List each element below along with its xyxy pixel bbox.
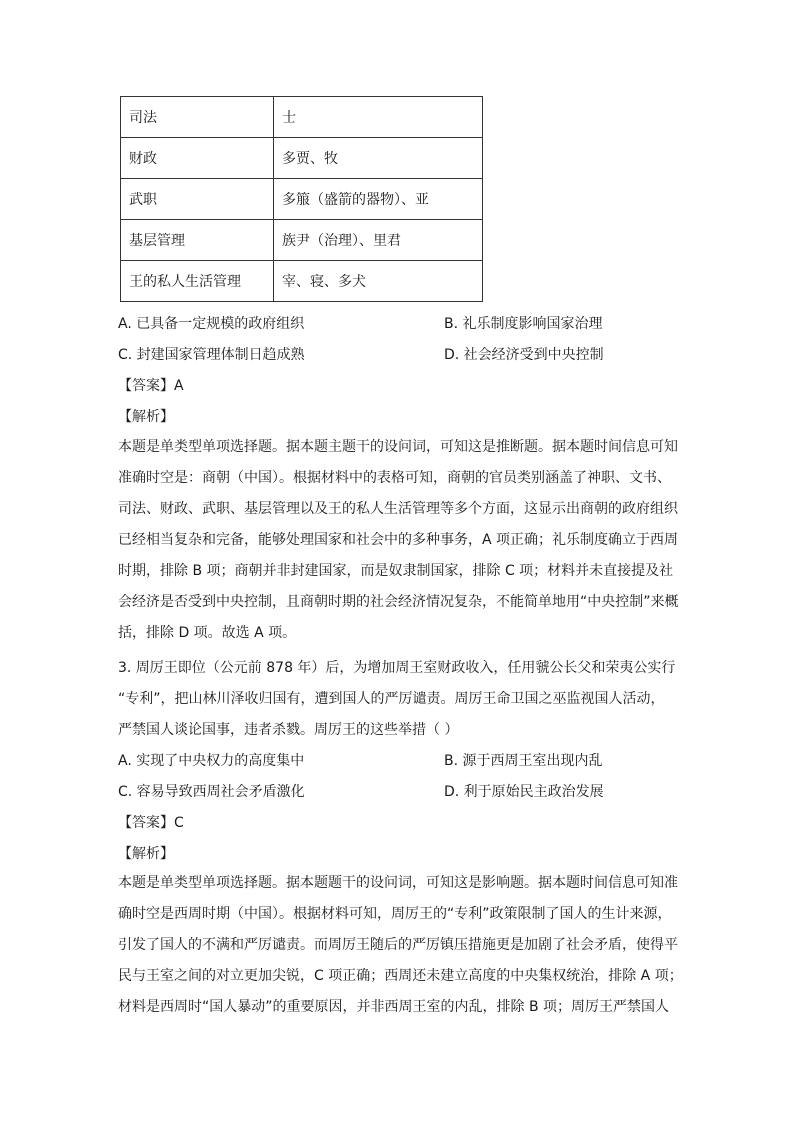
q3-stem-line: “专利”，把山林川泽收归国有，遭到国人的严厉谴责。周厉王命卫国之巫监视国人活动， (118, 691, 665, 707)
q2-answer: 【答案】A (118, 378, 184, 394)
table-row (121, 97, 483, 138)
q3-analysis-line: 确时空是西周时期（中国）。根据材料可知，周厉王的“专利”政策限制了国人的生计来源， (118, 906, 672, 922)
table-cell-category: 基层管理 (121, 220, 274, 261)
table-row (121, 220, 483, 261)
table-cell-officials: 宰、寝、多犬 (274, 261, 483, 302)
q2-analysis-line: 司法、财政、武职、基层管理以及王的私人生活管理等多个方面，这显示出商朝的政府组织 (118, 501, 678, 517)
q3-option-b: B. 源于西周王室出现内乱 (444, 753, 603, 769)
table-cell-officials: 族尹（治理）、里君 (274, 220, 483, 261)
q2-analysis-line: 括，排除 D 项。故选 A 项。 (118, 625, 297, 641)
table-cell-category: 王的私人生活管理 (121, 261, 274, 302)
officials-table (120, 96, 483, 302)
q2-option-b: B. 礼乐制度影响国家治理 (444, 316, 603, 332)
q3-option-d: D. 利于原始民主政治发展 (444, 784, 604, 800)
q2-analysis-line: 本题是单类型单项选择题。据本题主题干的设问词，可知这是推断题。据本题时间信息可知 (118, 439, 678, 455)
q2-option-c: C. 封建国家管理体制日趋成熟 (118, 347, 305, 363)
officials-table-body (121, 97, 483, 302)
table-cell-officials: 士 (274, 97, 483, 138)
table-cell-category: 财政 (121, 138, 274, 179)
q3-stem-line: 3. 周厉王即位（公元前 878 年）后，为增加周王室财政收入，任用虢公长父和荣夷公实行 (118, 660, 676, 676)
table-row (121, 179, 483, 220)
q3-option-c: C. 容易导致西周社会矛盾激化 (118, 784, 305, 800)
q2-option-a: A. 已具备一定规模的政府组织 (118, 316, 305, 332)
q2-analysis-line: 会经济是否受到中央控制，且商朝时期的社会经济情况复杂，不能简单地用“中央控制”来概 (118, 594, 679, 610)
table-row (121, 138, 483, 179)
q3-stem-line: 严禁国人谈论国事，违者杀戮。周厉王的这些举措（ ） (118, 722, 459, 738)
q3-analysis-line: 本题是单类型单项选择题。据本题题干的设问词，可知这是影响题。据本题时间信息可知准 (118, 875, 678, 891)
table-cell-officials: 多箙（盛箭的器物）、亚 (274, 179, 483, 220)
q3-analysis-line: 材料是西周时“国人暴动”的重要原因，并非西周王室的内乱，排除 B 项；周厉王严禁国人 (118, 999, 670, 1015)
q3-analysis-line: 民与王室之间的对立更加尖锐，C 项正确；西周还未建立高度的中央集权统治，排除 A 项； (118, 968, 683, 984)
q2-analysis-line: 已经相当复杂和完备，能够处理国家和社会中的多种事务，A 项正确；礼乐制度确立于西周 (118, 532, 679, 548)
q2-analysis-line: 时期，排除 B 项；商朝并非封建国家，而是奴隶制国家，排除 C 项；材料并未直接提及社 (118, 563, 674, 579)
table-cell-officials: 多贾、牧 (274, 138, 483, 179)
q3-option-a: A. 实现了中央权力的高度集中 (118, 753, 305, 769)
q3-analysis (118, 868, 683, 1023)
q3-stem (118, 653, 678, 746)
q2-analysis (118, 432, 678, 649)
q3-answer: 【答案】C (118, 815, 184, 831)
q2-option-d: D. 社会经济受到中央控制 (444, 347, 604, 363)
q2-analysis-line: 准确时空是：商朝（中国）。根据材料中的表格可知，商朝的官员类别涵盖了神职、文书、 (118, 470, 671, 486)
table-cell-category: 司法 (121, 97, 274, 138)
q3-analysis-line: 引发了国人的不满和严厉谴责。而周厉王随后的严厉镇压措施更是加剧了社会矛盾，使得平 (118, 937, 678, 953)
table-cell-category: 武职 (121, 179, 274, 220)
q3-analysis-label: 【解析】 (118, 846, 174, 862)
q2-analysis-label: 【解析】 (118, 409, 174, 425)
table-row (121, 261, 483, 302)
